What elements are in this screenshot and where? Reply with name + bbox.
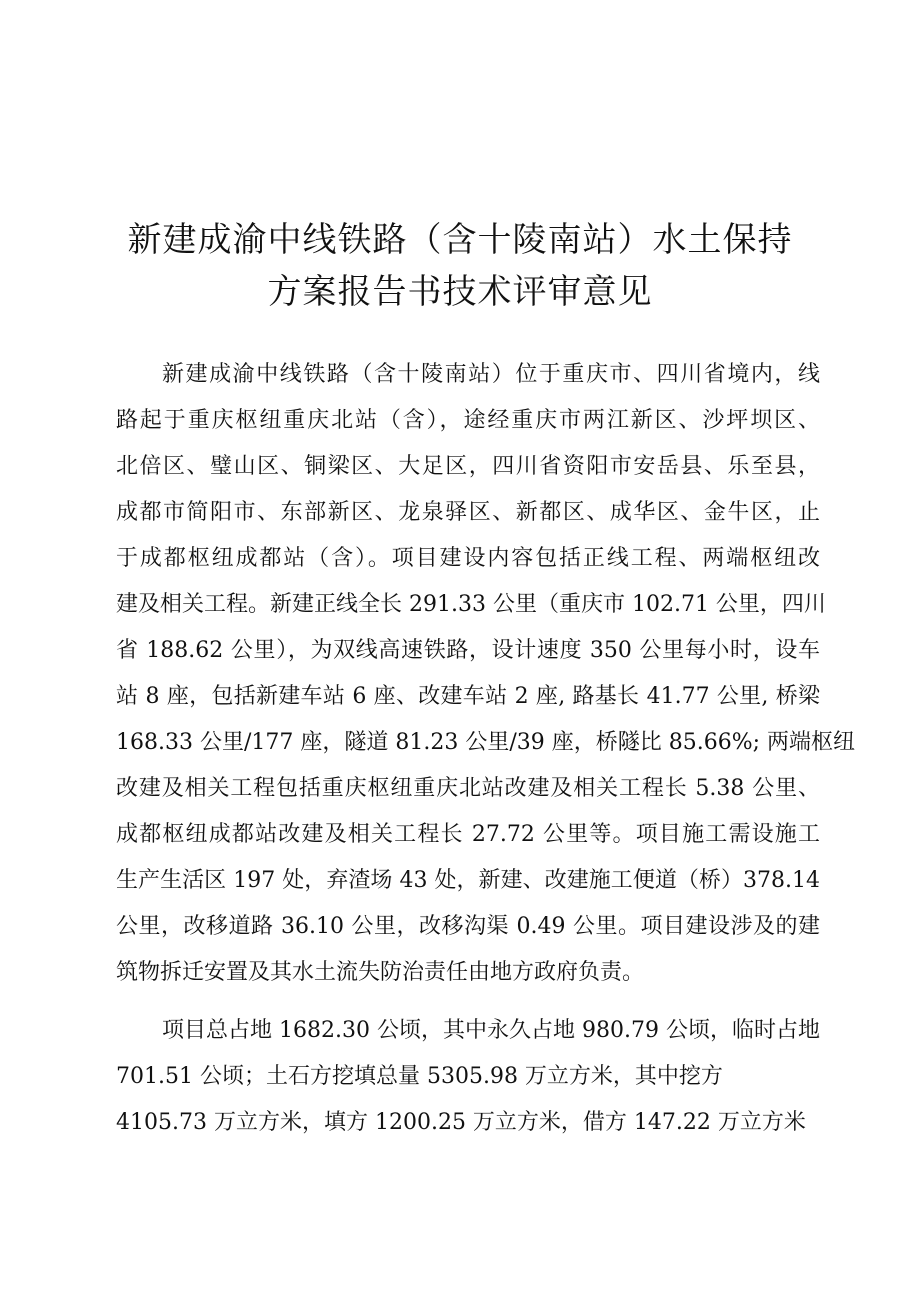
paragraph-project-overview bbox=[116, 352, 856, 996]
text-line: 筑物拆迁安置及其水土流失防治责任由地方政府负责。 bbox=[116, 960, 645, 985]
text-line: 新建成渝中线铁路（含十陵南站）位于重庆市、四川省境内，线 bbox=[162, 362, 820, 387]
text-line: 生产生活区 197 处，弃渣场 43 处，新建、改建施工便道（桥）378.14 bbox=[116, 868, 820, 893]
text-line: 成都市简阳市、东部新区、龙泉驿区、新都区、成华区、金牛区，止 bbox=[116, 500, 820, 525]
document-body bbox=[116, 352, 856, 1146]
text-line: 701.51 公顷；土石方挖填总量 5305.98 万立方米，其中挖方 bbox=[116, 1064, 723, 1089]
text-line: 建及相关工程。新建正线全长 291.33 公里（重庆市 102.71 公里，四川 bbox=[116, 592, 826, 617]
document-title bbox=[0, 214, 920, 318]
text-line: 成都枢纽成都站改建及相关工程长 27.72 公里等。项目施工需设施工 bbox=[116, 822, 820, 847]
text-line: 北倍区、璧山区、铜梁区、大足区，四川省资阳市安岳县、乐至县， bbox=[116, 454, 820, 479]
text-line: 项目总占地 1682.30 公顷，其中永久占地 980.79 公顷，临时占地 bbox=[162, 1018, 820, 1043]
text-line: 4105.73 万立方米，填方 1200.25 万立方米，借方 147.22 万立方米 bbox=[116, 1110, 806, 1135]
text-line: 168.33 公里/177 座，隧道 81.23 公里/39 座，桥隧比 85.66%; 两端枢纽 bbox=[116, 730, 856, 755]
paragraph-land-and-earthwork bbox=[116, 1008, 820, 1146]
text-line: 于成都枢纽成都站（含）。项目建设内容包括正线工程、两端枢纽改 bbox=[116, 546, 820, 571]
title-line-2: 方案报告书技术评审意见 bbox=[267, 272, 653, 312]
text-line: 公里，改移道路 36.10 公里，改移沟渠 0.49 公里。项目建设涉及的建 bbox=[116, 914, 820, 939]
text-line: 站 8 座，包括新建车站 6 座、改建车站 2 座, 路基长 41.77 公里, 桥梁 bbox=[116, 684, 820, 709]
text-line: 改建及相关工程包括重庆枢纽重庆北站改建及相关工程长 5.38 公里、 bbox=[116, 776, 820, 801]
title-line-1: 新建成渝中线铁路（含十陵南站）水土保持 bbox=[127, 220, 793, 260]
text-line: 省 188.62 公里），为双线高速铁路，设计速度 350 公里每小时，设车 bbox=[116, 638, 820, 663]
text-line: 路起于重庆枢纽重庆北站（含），途经重庆市两江新区、沙坪坝区、 bbox=[116, 408, 820, 433]
